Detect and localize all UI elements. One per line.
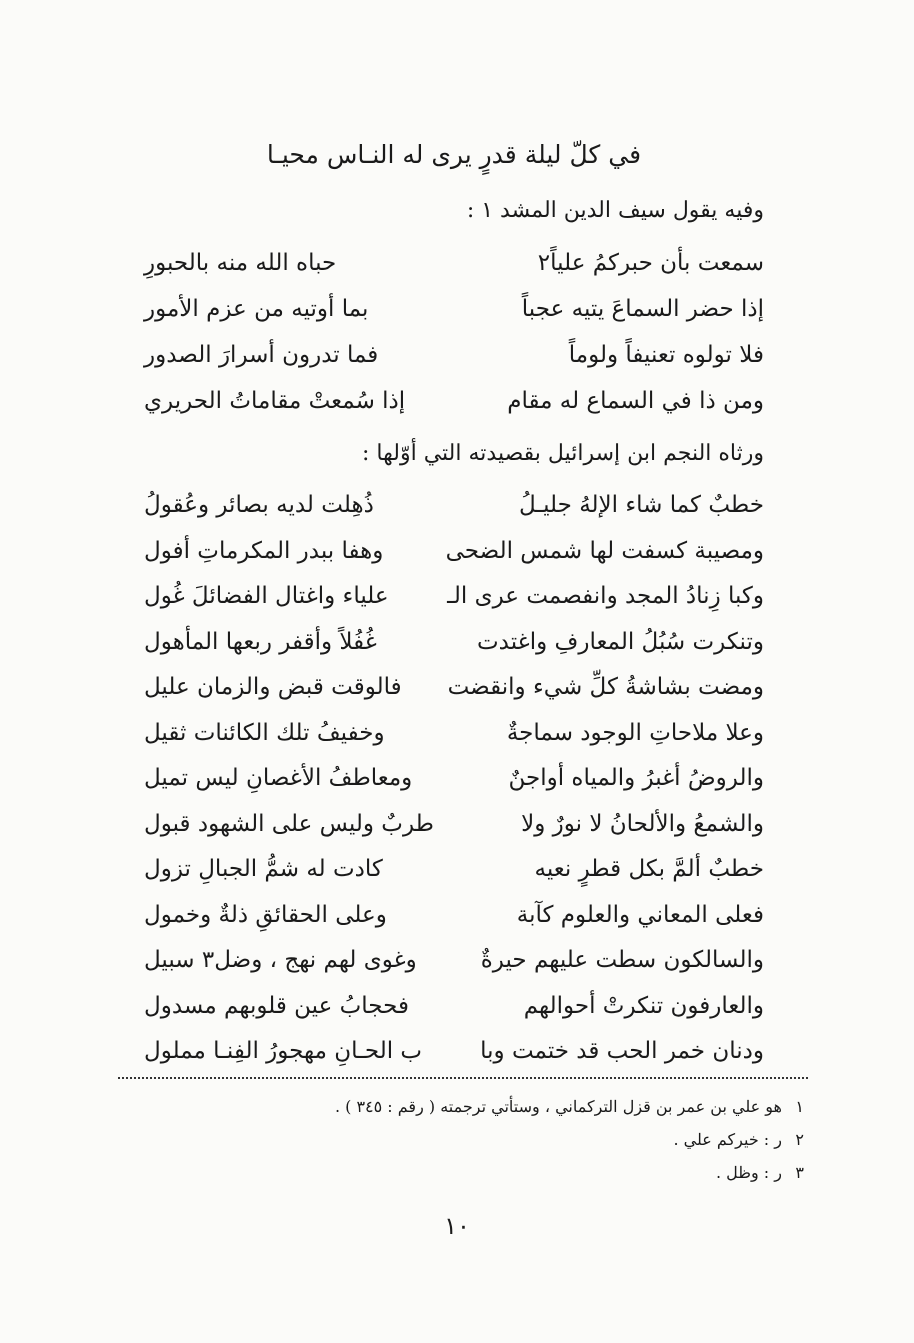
footnote-separator: [118, 1077, 808, 1079]
first-hemistich: وعلا ملاحاتِ الوجود سماجةٌ: [506, 719, 764, 746]
first-hemistich: والشمعُ والألحانُ لا نورٌ ولا: [521, 810, 764, 837]
second-hemistich: فما تدرون أسرارَ الصدور: [144, 342, 379, 368]
second-hemistich: وعلى الحقائقِ ذلةٌ وخمول: [144, 901, 387, 928]
first-hemistich: فعلى المعاني والعلوم كآبة: [516, 901, 764, 928]
first-hemistich: وكبا زِنادُ المجد وانفصمت عرى الـ: [447, 583, 764, 609]
verse-line: [144, 342, 764, 382]
second-hemistich: وخفيفُ تلك الكائنات ثقيل: [144, 719, 385, 746]
verse-line: [144, 902, 764, 942]
footnote-text: هو علي بن عمر بن قزل التركماني ، وستأتي ترجمته ( رقم : ٣٤٥ ) .: [334, 1097, 782, 1116]
footnote-number: ٣: [795, 1163, 804, 1182]
second-hemistich: حباه الله منه بالحبورِ: [144, 250, 337, 276]
second-hemistich: وهفا ببدر المكرماتِ أفول: [144, 537, 384, 564]
second-hemistich: علياء واغتال الفضائلَ غُول: [144, 583, 389, 609]
opening-line: في كلّ ليلة قدرٍ يرى له النـاس محيـا: [266, 140, 642, 169]
first-hemistich: سمعت بأن حبركمُ علياً٢: [537, 250, 764, 276]
intro-line-1: وفيه يقول سيف الدين المشد ١ :: [466, 198, 764, 223]
first-hemistich: وتنكرت سُبُلُ المعارفِ واغتدت: [477, 628, 764, 655]
verse-line: [144, 250, 764, 290]
first-hemistich: خطبٌ ألمَّ بكل قطرٍ نعيه: [534, 856, 764, 882]
verse-line: [144, 296, 764, 336]
verse-line: [144, 765, 764, 805]
first-hemistich: خطبٌ كما شاء الإلهُ جليـلُ: [518, 492, 764, 518]
second-hemistich: بما أوتيه من عزم الأمور: [144, 296, 369, 322]
verse-line: [144, 674, 764, 714]
first-hemistich: والعارفون تنكرتْ أحوالهم: [523, 992, 764, 1019]
footnote-number: ٢: [795, 1130, 804, 1149]
footnote: [716, 1163, 804, 1182]
second-hemistich: إذا سُمعتْ مقاماتُ الحريري: [144, 388, 406, 414]
verse-line: [144, 856, 764, 896]
page-number: ١٠: [444, 1212, 470, 1240]
second-hemistich: ب الحـانِ مهجورُ الفِنـا مملول: [144, 1038, 423, 1064]
second-hemistich: غُفُلاً وأقفر ربعها المأهول: [144, 628, 377, 655]
first-hemistich: إذا حضر السماعَ يتيه عجباً: [521, 296, 764, 322]
footnote-text: ر : خيركم علي .: [673, 1130, 782, 1149]
verse-line: [144, 388, 764, 428]
verse-line: [144, 538, 764, 578]
footnote-number: ١: [795, 1097, 804, 1116]
footnote-text: ر : وظل .: [715, 1163, 782, 1182]
second-hemistich: ومعاطفُ الأغصانِ ليس تميل: [144, 765, 413, 791]
first-hemistich: والروضُ أغبرُ والمياه أواجنٌ: [508, 765, 764, 791]
verse-line: [144, 720, 764, 760]
first-hemistich: ومضت بشاشةُ كلِّ شيء وانقضت: [447, 674, 764, 700]
first-hemistich: فلا تولوه تعنيفاً ولوماً: [568, 342, 764, 368]
verse-line: [144, 492, 764, 532]
first-hemistich: ودنان خمر الحب قد ختمت وبا: [480, 1038, 764, 1064]
footnote: [335, 1097, 804, 1116]
second-hemistich: فالوقت قبض والزمان عليل: [144, 674, 402, 700]
intro-line-2: ورثاه النجم ابن إسرائيل بقصيدته التي أوّلها :: [362, 441, 764, 466]
first-hemistich: ومن ذا في السماع له مقام: [507, 388, 764, 414]
second-hemistich: طربٌ وليس على الشهود قبول: [144, 810, 434, 837]
second-hemistich: فحجابُ عين قلوبهم مسدول: [144, 992, 409, 1019]
verse-line: [144, 993, 764, 1033]
verse-line: [144, 1038, 764, 1078]
second-hemistich: كادت له شمُّ الجبالِ تزول: [144, 856, 383, 882]
second-hemistich: وغوى لهم نهج ، وضل٣ سبيل: [144, 947, 417, 973]
first-hemistich: ومصيبة كسفت لها شمس الضحى: [445, 537, 764, 564]
second-hemistich: ذُهِلت لديه بصائر وعُقولُ: [144, 492, 374, 518]
verse-line: [144, 947, 764, 987]
verse-line: [144, 583, 764, 623]
footnote: [673, 1130, 804, 1149]
verse-line: [144, 629, 764, 669]
verse-line: [144, 811, 764, 851]
first-hemistich: والسالكون سطت عليهم حيرةٌ: [480, 947, 764, 973]
